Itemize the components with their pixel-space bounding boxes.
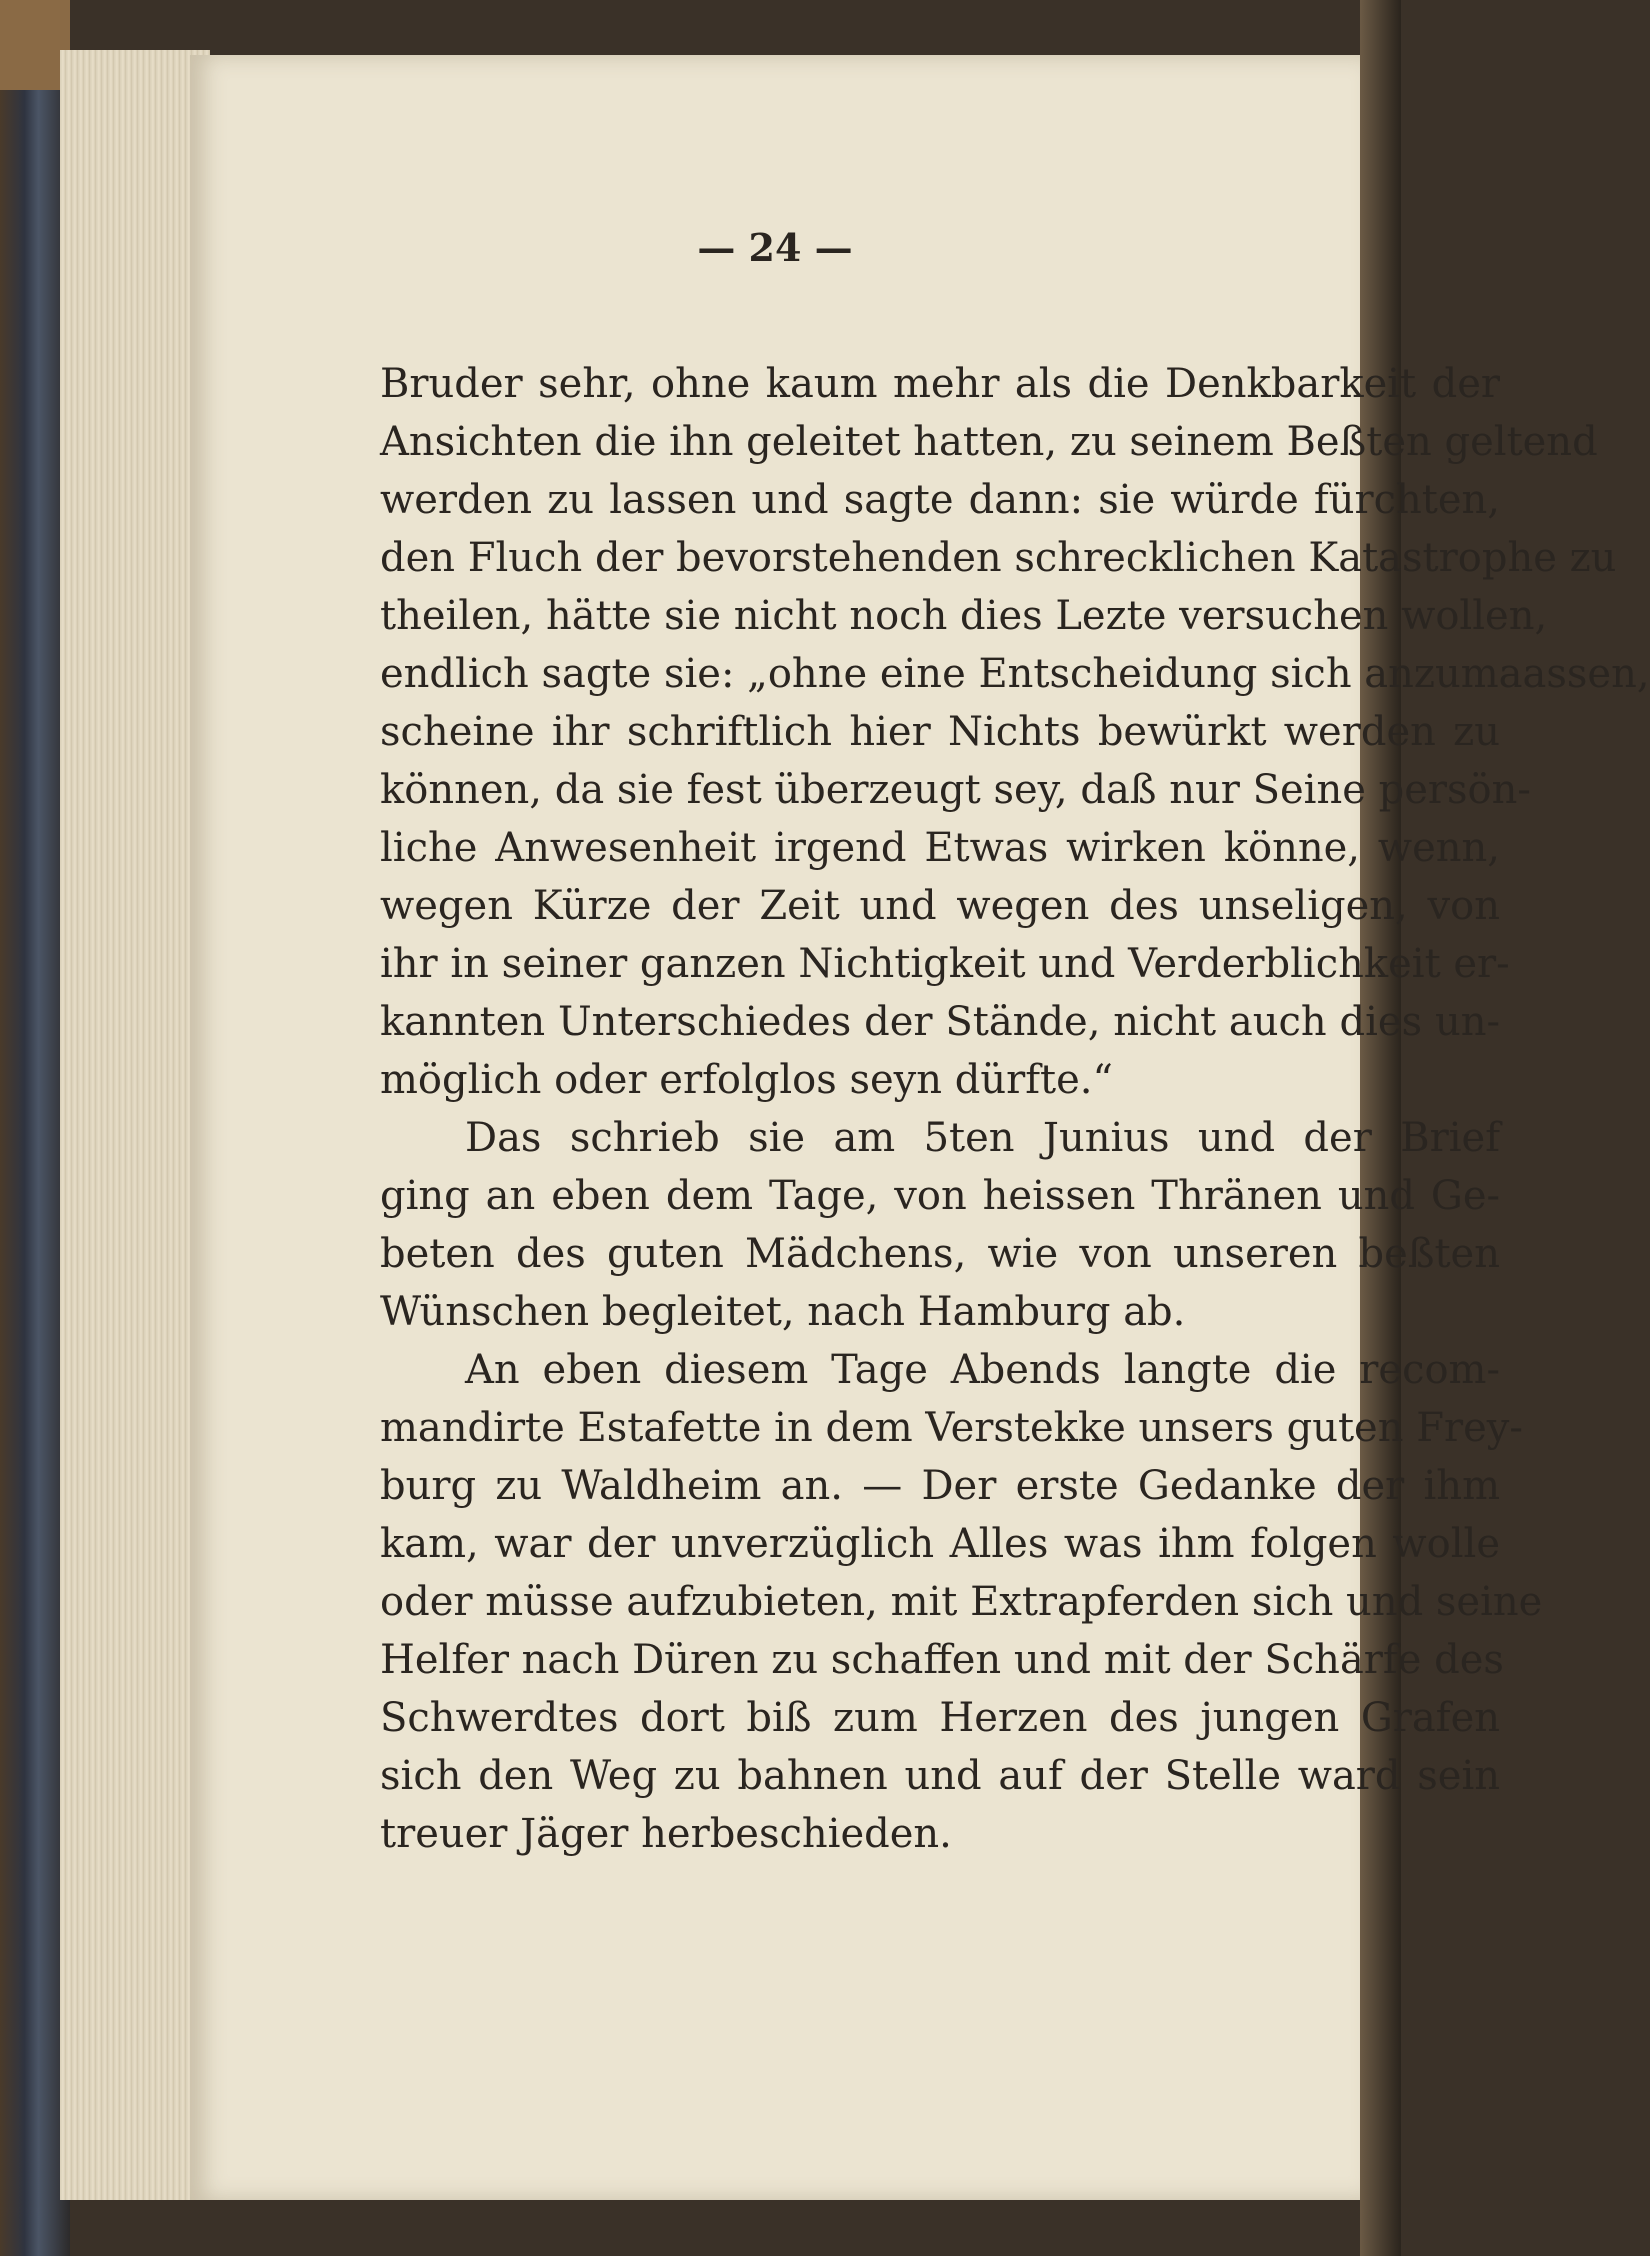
- text-line: Wünschen begleitet, nach Hamburg ab.: [380, 1289, 1186, 1335]
- text-line: Schwerdtes dort biß zum Herzen des jungen Grafen: [380, 1695, 1500, 1741]
- text-line: scheine ihr schriftlich hier Nichts bewürkt werden zu: [380, 709, 1500, 755]
- book-page: [190, 55, 1650, 2200]
- text-line: liche Anwesenheit irgend Etwas wirken könne, wenn,: [380, 825, 1500, 871]
- text-line: möglich oder erfolglos seyn dürfte.“: [380, 1057, 1113, 1103]
- text-line: kam, war der unverzüglich Alles was ihm folgen wolle: [380, 1521, 1500, 1567]
- text-line: ihr in seiner ganzen Nichtigkeit und Verderblichkeit er-: [380, 941, 1510, 987]
- text-line: endlich sagte sie: „ohne eine Entscheidung sich anzumaassen,: [380, 651, 1650, 697]
- header-dash-left: —: [697, 225, 749, 270]
- text-line: theilen, hätte sie nicht noch dies Lezte versuchen wollen,: [380, 593, 1548, 639]
- text-line: burg zu Waldheim an. — Der erste Gedanke der ihm: [380, 1463, 1500, 1509]
- text-line: sich den Weg zu bahnen und auf der Stelle ward sein: [380, 1753, 1500, 1799]
- text-line: den Fluch der bevorstehenden schrecklichen Katastrophe zu: [380, 535, 1617, 581]
- page-stack: [60, 50, 210, 2200]
- text-line: Bruder sehr, ohne kaum mehr als die Denkbarkeit der: [380, 361, 1500, 407]
- text-line: werden zu lassen und sagte dann: sie würde fürchten,: [380, 477, 1500, 523]
- text-line: oder müsse aufzubieten, mit Extrapferden sich und seine: [380, 1579, 1543, 1625]
- page-number: 24: [748, 225, 802, 270]
- text-line: wegen Kürze der Zeit und wegen des unseligen, von: [380, 883, 1500, 929]
- text-line: treuer Jäger herbeschieden.: [380, 1811, 952, 1857]
- text-line: können, da sie fest überzeugt sey, daß nur Seine persön-: [380, 767, 1531, 813]
- text-line: Das schrieb sie am 5ten Junius und der Brief: [465, 1115, 1500, 1161]
- header-dash-right: —: [814, 225, 853, 270]
- text-line: Helfer nach Düren zu schaffen und mit der Schärfe des: [380, 1637, 1504, 1683]
- text-line: beten des guten Mädchens, wie von unseren beßten: [380, 1231, 1500, 1277]
- text-line: Ansichten die ihn geleitet hatten, zu seinem Beßten geltend: [380, 419, 1598, 465]
- body-text: [380, 355, 1650, 1863]
- page-header: [190, 225, 1360, 270]
- text-line: kannten Unterschiedes der Stände, nicht auch dies un-: [380, 999, 1500, 1045]
- text-line: An eben diesem Tage Abends langte die recom-: [465, 1347, 1500, 1393]
- text-line: mandirte Estafette in dem Verstekke unsers guten Frey-: [380, 1405, 1523, 1451]
- text-line: ging an eben dem Tage, von heissen Thränen und Ge-: [380, 1173, 1500, 1219]
